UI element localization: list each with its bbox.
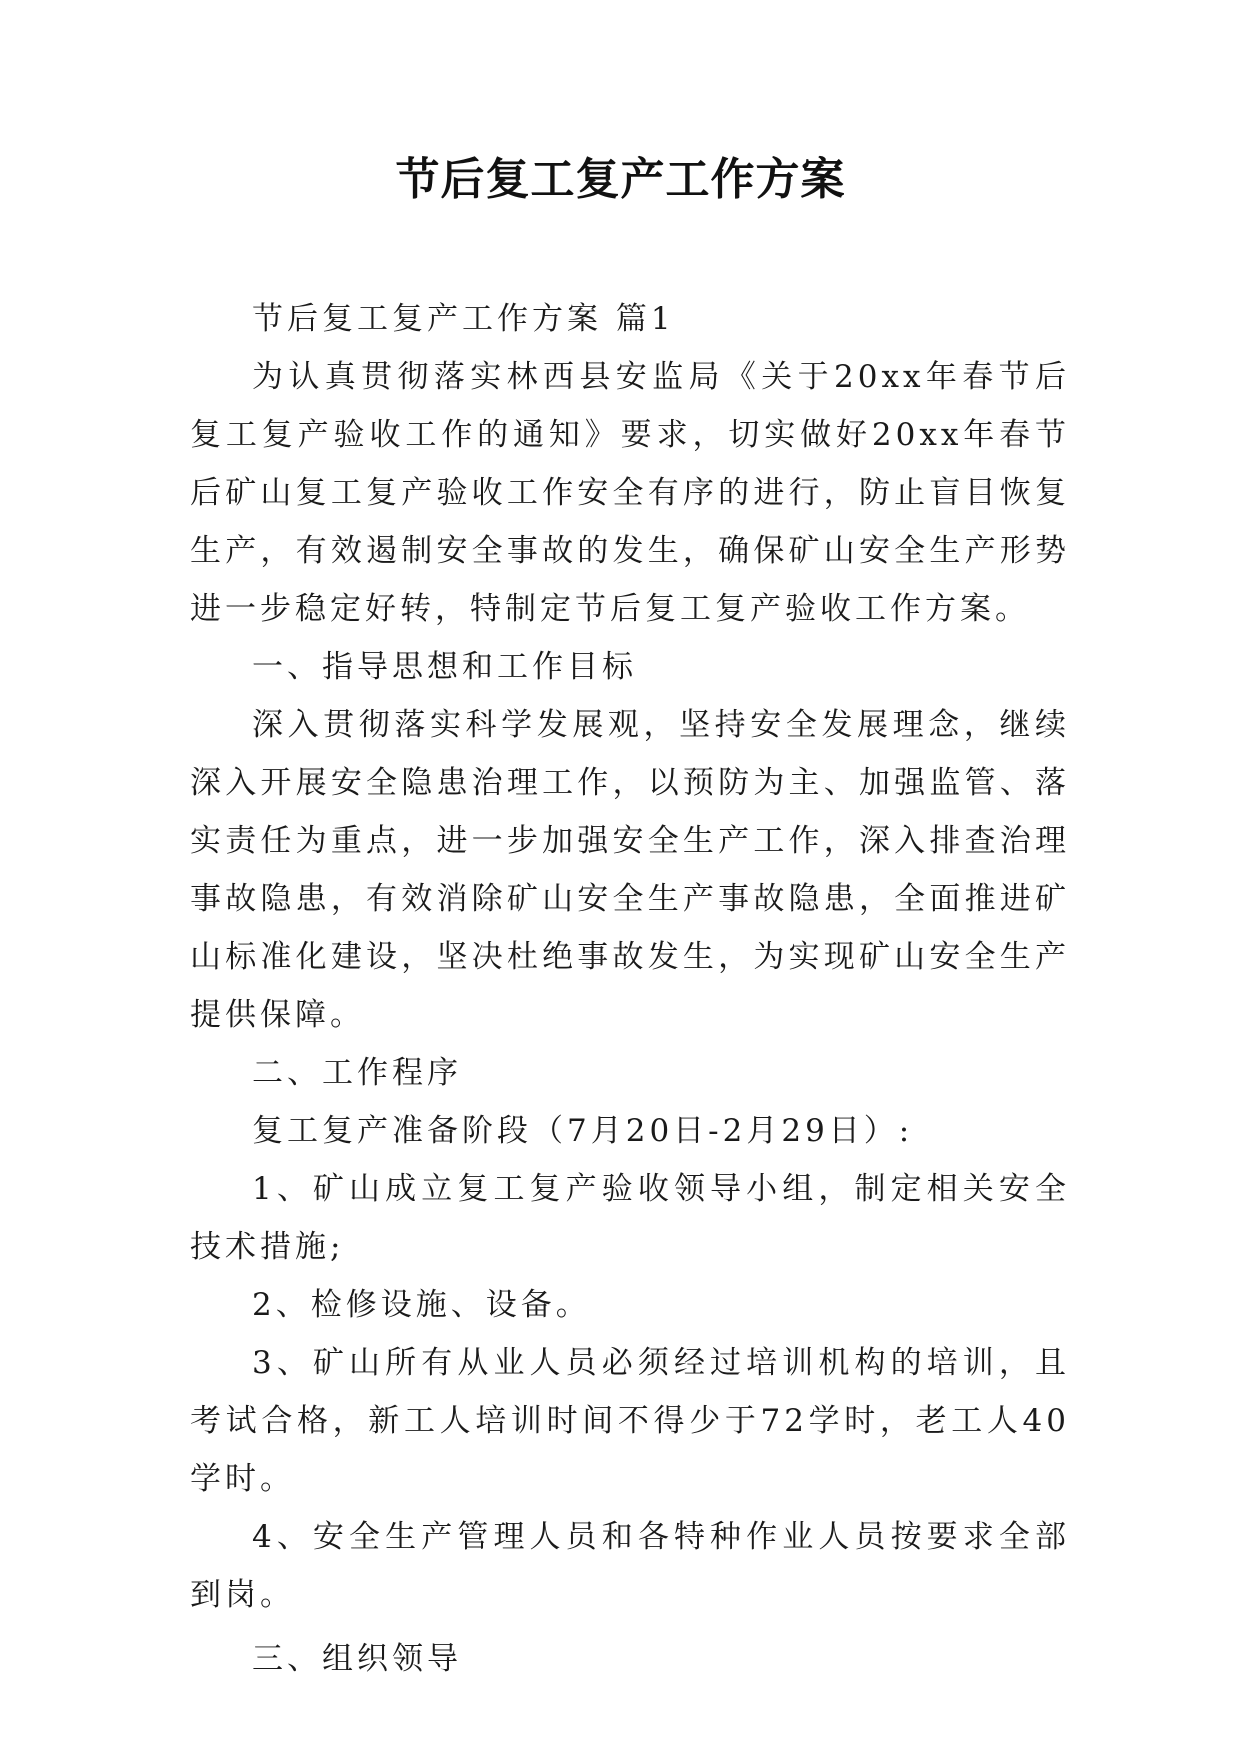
section-subtitle: 节后复工复产工作方案 篇1 — [252, 301, 675, 337]
procedure-item-4: 4、安全生产管理人员和各特种作业人员按要求全部到岗。 — [190, 1519, 1070, 1613]
document-title: 节后复工复产工作方案 — [395, 154, 846, 205]
guiding-thought-paragraph: 深入贯彻落实科学发展观，坚持安全发展理念，继续深入开展安全隐患治理工作，以预防为主、加强监管、落实责任为重点，进一步加强安全生产工作，深入排查治理事故隐患，有效消除矿山安全生产事故隐患，全面推进矿山标准化建设，坚决杜绝事故发生，为实现矿山安全生产提供保障。 — [190, 707, 1070, 1033]
intro-paragraph: 为认真贯彻落实林西县安监局《关于20xx年春节后复工复产验收工作的通知》要求，切实做好20xx年春节后矿山复工复产验收工作安全有序的进行，防止盲目恢复生产，有效遏制安全事故的发生，确保矿山安全生产形势进一步稳定好转，特制定节后复工复产验收工作方案。 — [190, 359, 1070, 627]
preparation-stage-paragraph: 复工复产准备阶段（7月20日-2月29日）: — [252, 1113, 914, 1149]
section-heading-work-procedure: 二、工作程序 — [252, 1055, 462, 1091]
procedure-item-1: 1、矿山成立复工复产验收领导小组，制定相关安全技术措施; — [190, 1171, 1070, 1265]
section-heading-guiding-thought: 一、指导思想和工作目标 — [252, 649, 637, 685]
section-heading-organization: 三、组织领导 — [252, 1641, 462, 1677]
procedure-item-2: 2、检修设施、设备。 — [252, 1287, 591, 1323]
procedure-item-3: 3、矿山所有从业人员必须经过培训机构的培训，且考试合格，新工人培训时间不得少于72学时，老工人40学时。 — [190, 1345, 1070, 1497]
document-body — [190, 290, 1070, 1688]
